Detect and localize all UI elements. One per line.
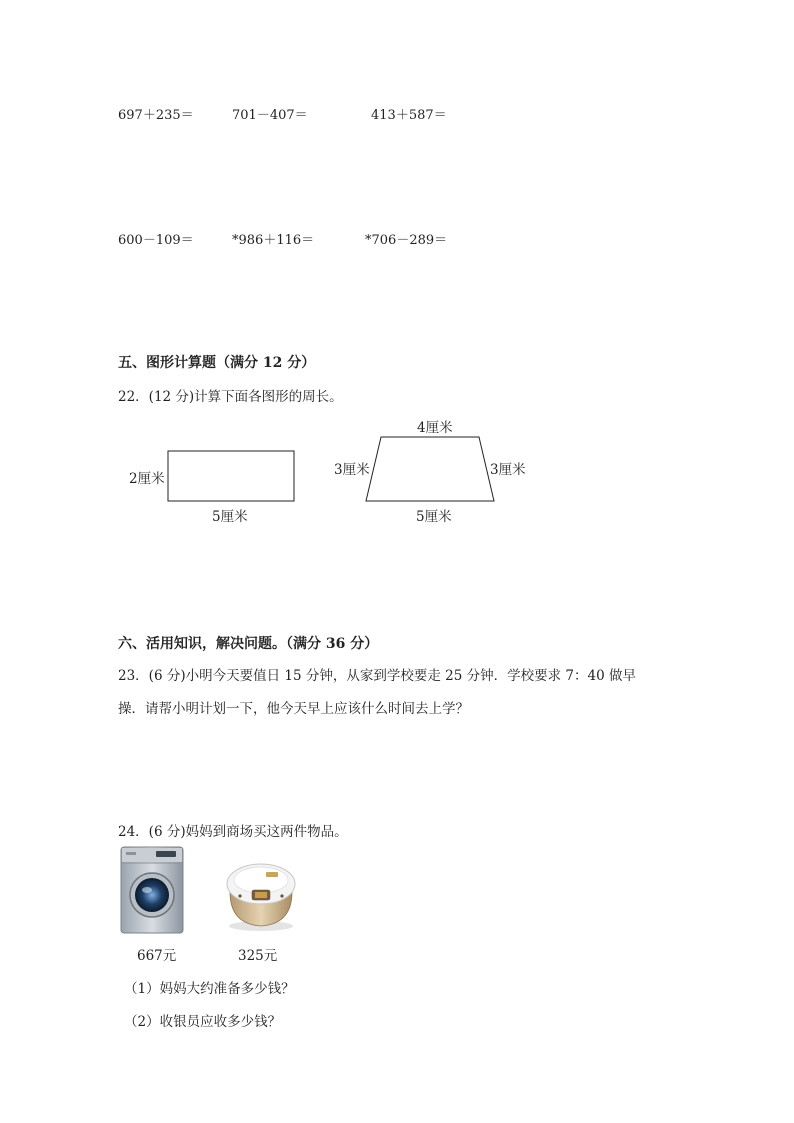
trap-top-label: 4厘米	[417, 420, 453, 436]
section-6-heading: 六、活用知识，解决问题。（满分 36 分）	[118, 636, 379, 652]
washing-machine-icon	[120, 846, 184, 934]
calc-2: 701－407＝	[232, 108, 308, 123]
rect-height-label: 2厘米	[129, 471, 165, 487]
section-5-heading: 五、图形计算题（满分 12 分）	[118, 355, 316, 371]
calc-6: *706－289＝	[365, 233, 448, 248]
calc-3: 413＋587＝	[371, 108, 447, 123]
trapezoid-shape	[366, 437, 494, 501]
trap-left-label: 3厘米	[334, 462, 370, 478]
rectangle-shape	[168, 451, 294, 501]
rice-cooker-price: 325元	[238, 948, 278, 964]
rect-width-label: 5厘米	[212, 509, 248, 525]
calc-1: 697＋235＝	[118, 108, 194, 123]
trap-bottom-label: 5厘米	[416, 509, 452, 525]
washing-machine-price: 667元	[137, 948, 177, 964]
question-23-line1: 23．(6 分)小明今天要值日 15 分钟，从家到学校要走 25 分钟．学校要求 7：40 做早	[118, 668, 636, 684]
calc-5: *986＋116＝	[232, 233, 315, 248]
calc-4: 600－109＝	[118, 233, 194, 248]
question-23-line2: 操．请帮小明计划一下，他今天早上应该什么时间去上学？	[118, 701, 469, 717]
sub-question-1: （1）妈妈大约准备多少钱？	[124, 981, 295, 997]
question-22: 22．(12 分)计算下面各图形的周长。	[118, 389, 343, 405]
trap-right-label: 3厘米	[490, 462, 526, 478]
sub-question-2: （2）收银员应收多少钱？	[124, 1014, 282, 1030]
question-24: 24．(6 分)妈妈到商场买这两件物品。	[118, 824, 348, 840]
rice-cooker-icon	[222, 858, 300, 932]
